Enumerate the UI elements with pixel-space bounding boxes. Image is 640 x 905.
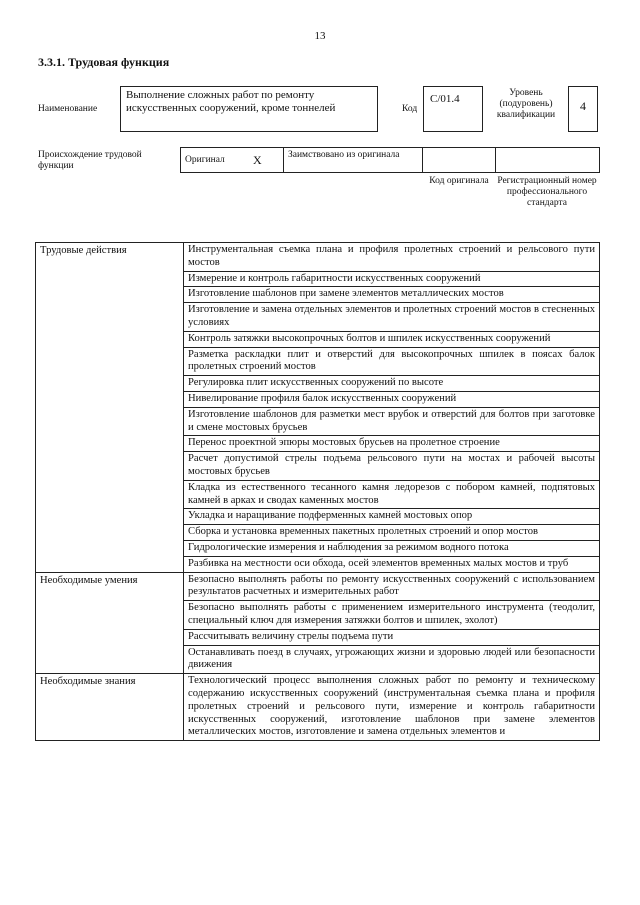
table-cell-item: Регулировка плит искусственных сооружений по высоте: [184, 376, 600, 392]
original-code-cell: [422, 147, 496, 173]
table-row: [36, 674, 600, 741]
table-cell-item: Безопасно выполнять работы с применением измерительного инструмента (теодолит, специальный ключ для измерения затяжки болтов и шпилек, эхолот): [184, 601, 600, 630]
table-cell-item: Гидрологические измерения и наблюдения за режимом водного потока: [184, 540, 600, 556]
table-cell-item: Сборка и установка временных пакетных пролетных строений и опор мостов: [184, 525, 600, 541]
borrowed-cell: [283, 147, 423, 173]
table-cell-item: Изготовление и замена отдельных элементов и пролетных строений мостов в стесненных условиях: [184, 303, 600, 332]
table-cell-item: Рассчитывать величину стрелы подъема пути: [184, 629, 600, 645]
table-cell-item: Технологический процесс выполнения сложных работ по ремонту и техническому содержанию искусственных сооружений (инструментальная съемка плана и профиля пролетных строений и рельсового пути, измерение и контроль габаритности искусственных сооружений, изготовление шаблонов при замене элементов металлических мостов, изготовление и замена отдельных элементов и: [184, 674, 600, 741]
table-row: [36, 243, 600, 272]
level-value: 4: [580, 99, 586, 113]
code-value: C/01.4: [430, 93, 460, 105]
original-label: Оригинал: [185, 155, 225, 165]
function-name-box: [120, 86, 378, 132]
table-cell-item: Останавливать поезд в случаях, угрожающих жизни и здоровью людей или безопасности движения: [184, 645, 600, 674]
table-cell-item: Инструментальная съемка плана и профиля пролетных строений и рельсового пути мостов: [184, 243, 600, 272]
level-box: [568, 86, 598, 132]
function-name-value: Выполнение сложных работ по ремонту искусственных сооружений, кроме тоннелей: [126, 89, 336, 114]
table-cell-item: Изготовление шаблонов при замене элементов металлических мостов: [184, 287, 600, 303]
borrowed-label: Заимствовано из оригинала: [288, 150, 400, 160]
table-cell-item: Кладка из естественного тесанного камня ледорезов с побором камней, подпятовых камней в арках и сводах каменных мостов: [184, 480, 600, 509]
group-title: Трудовые действия: [36, 243, 184, 573]
group-title: Необходимые умения: [36, 572, 184, 674]
page-number: 13: [314, 30, 326, 42]
labor-function-table: [35, 242, 600, 741]
level-label: Уровень (подуровень) квалификации: [496, 88, 556, 120]
code-caption: Код оригинала: [429, 176, 489, 186]
table-cell-item: Измерение и контроль габаритности искусственных сооружений: [184, 271, 600, 287]
table-cell-item: Изготовление шаблонов для разметки мест врубок и отверстий для болтов при заготовке и смене мостовых брусьев: [184, 407, 600, 436]
group-title: Необходимые знания: [36, 674, 184, 741]
code-label: Код: [402, 104, 418, 114]
table-cell-item: Нивелирование профиля балок искусственных сооружений: [184, 391, 600, 407]
table-cell-item: Разметка раскладки плит и отверстий для высокопрочных шпилек в поясах балок пролетных строений мостов: [184, 347, 600, 376]
table-cell-item: Укладка и наращивание подферменных камней мостовых опор: [184, 509, 600, 525]
table-cell-item: Безопасно выполнять работы по ремонту искусственных сооружений с использованием результатов расчетных и измерительных работ: [184, 572, 600, 601]
code-box: [423, 86, 483, 132]
table-row: [36, 572, 600, 601]
name-label: Наименование: [38, 104, 98, 114]
registration-caption: Регистрационный номер профессионального стандарта: [497, 176, 597, 208]
section-title: 3.3.1. Трудовая функция: [38, 55, 170, 69]
registration-number-cell: [495, 147, 600, 173]
table-cell-item: Контроль затяжки высокопрочных болтов и шпилек искусственных сооружений: [184, 331, 600, 347]
table-cell-item: Разбивка на местности оси обхода, осей элементов временных малых мостов и труб: [184, 556, 600, 572]
original-cell: [180, 147, 284, 173]
original-mark: X: [253, 153, 262, 167]
origin-label: Происхождение трудовой функции: [38, 150, 142, 171]
table-cell-item: Перенос проектной эпюры мостовых брусьев на пролетное строение: [184, 436, 600, 452]
table-cell-item: Расчет допустимой стрелы подъема рельсового пути на мостах и рабочей высоты мостовых брусьев: [184, 452, 600, 481]
